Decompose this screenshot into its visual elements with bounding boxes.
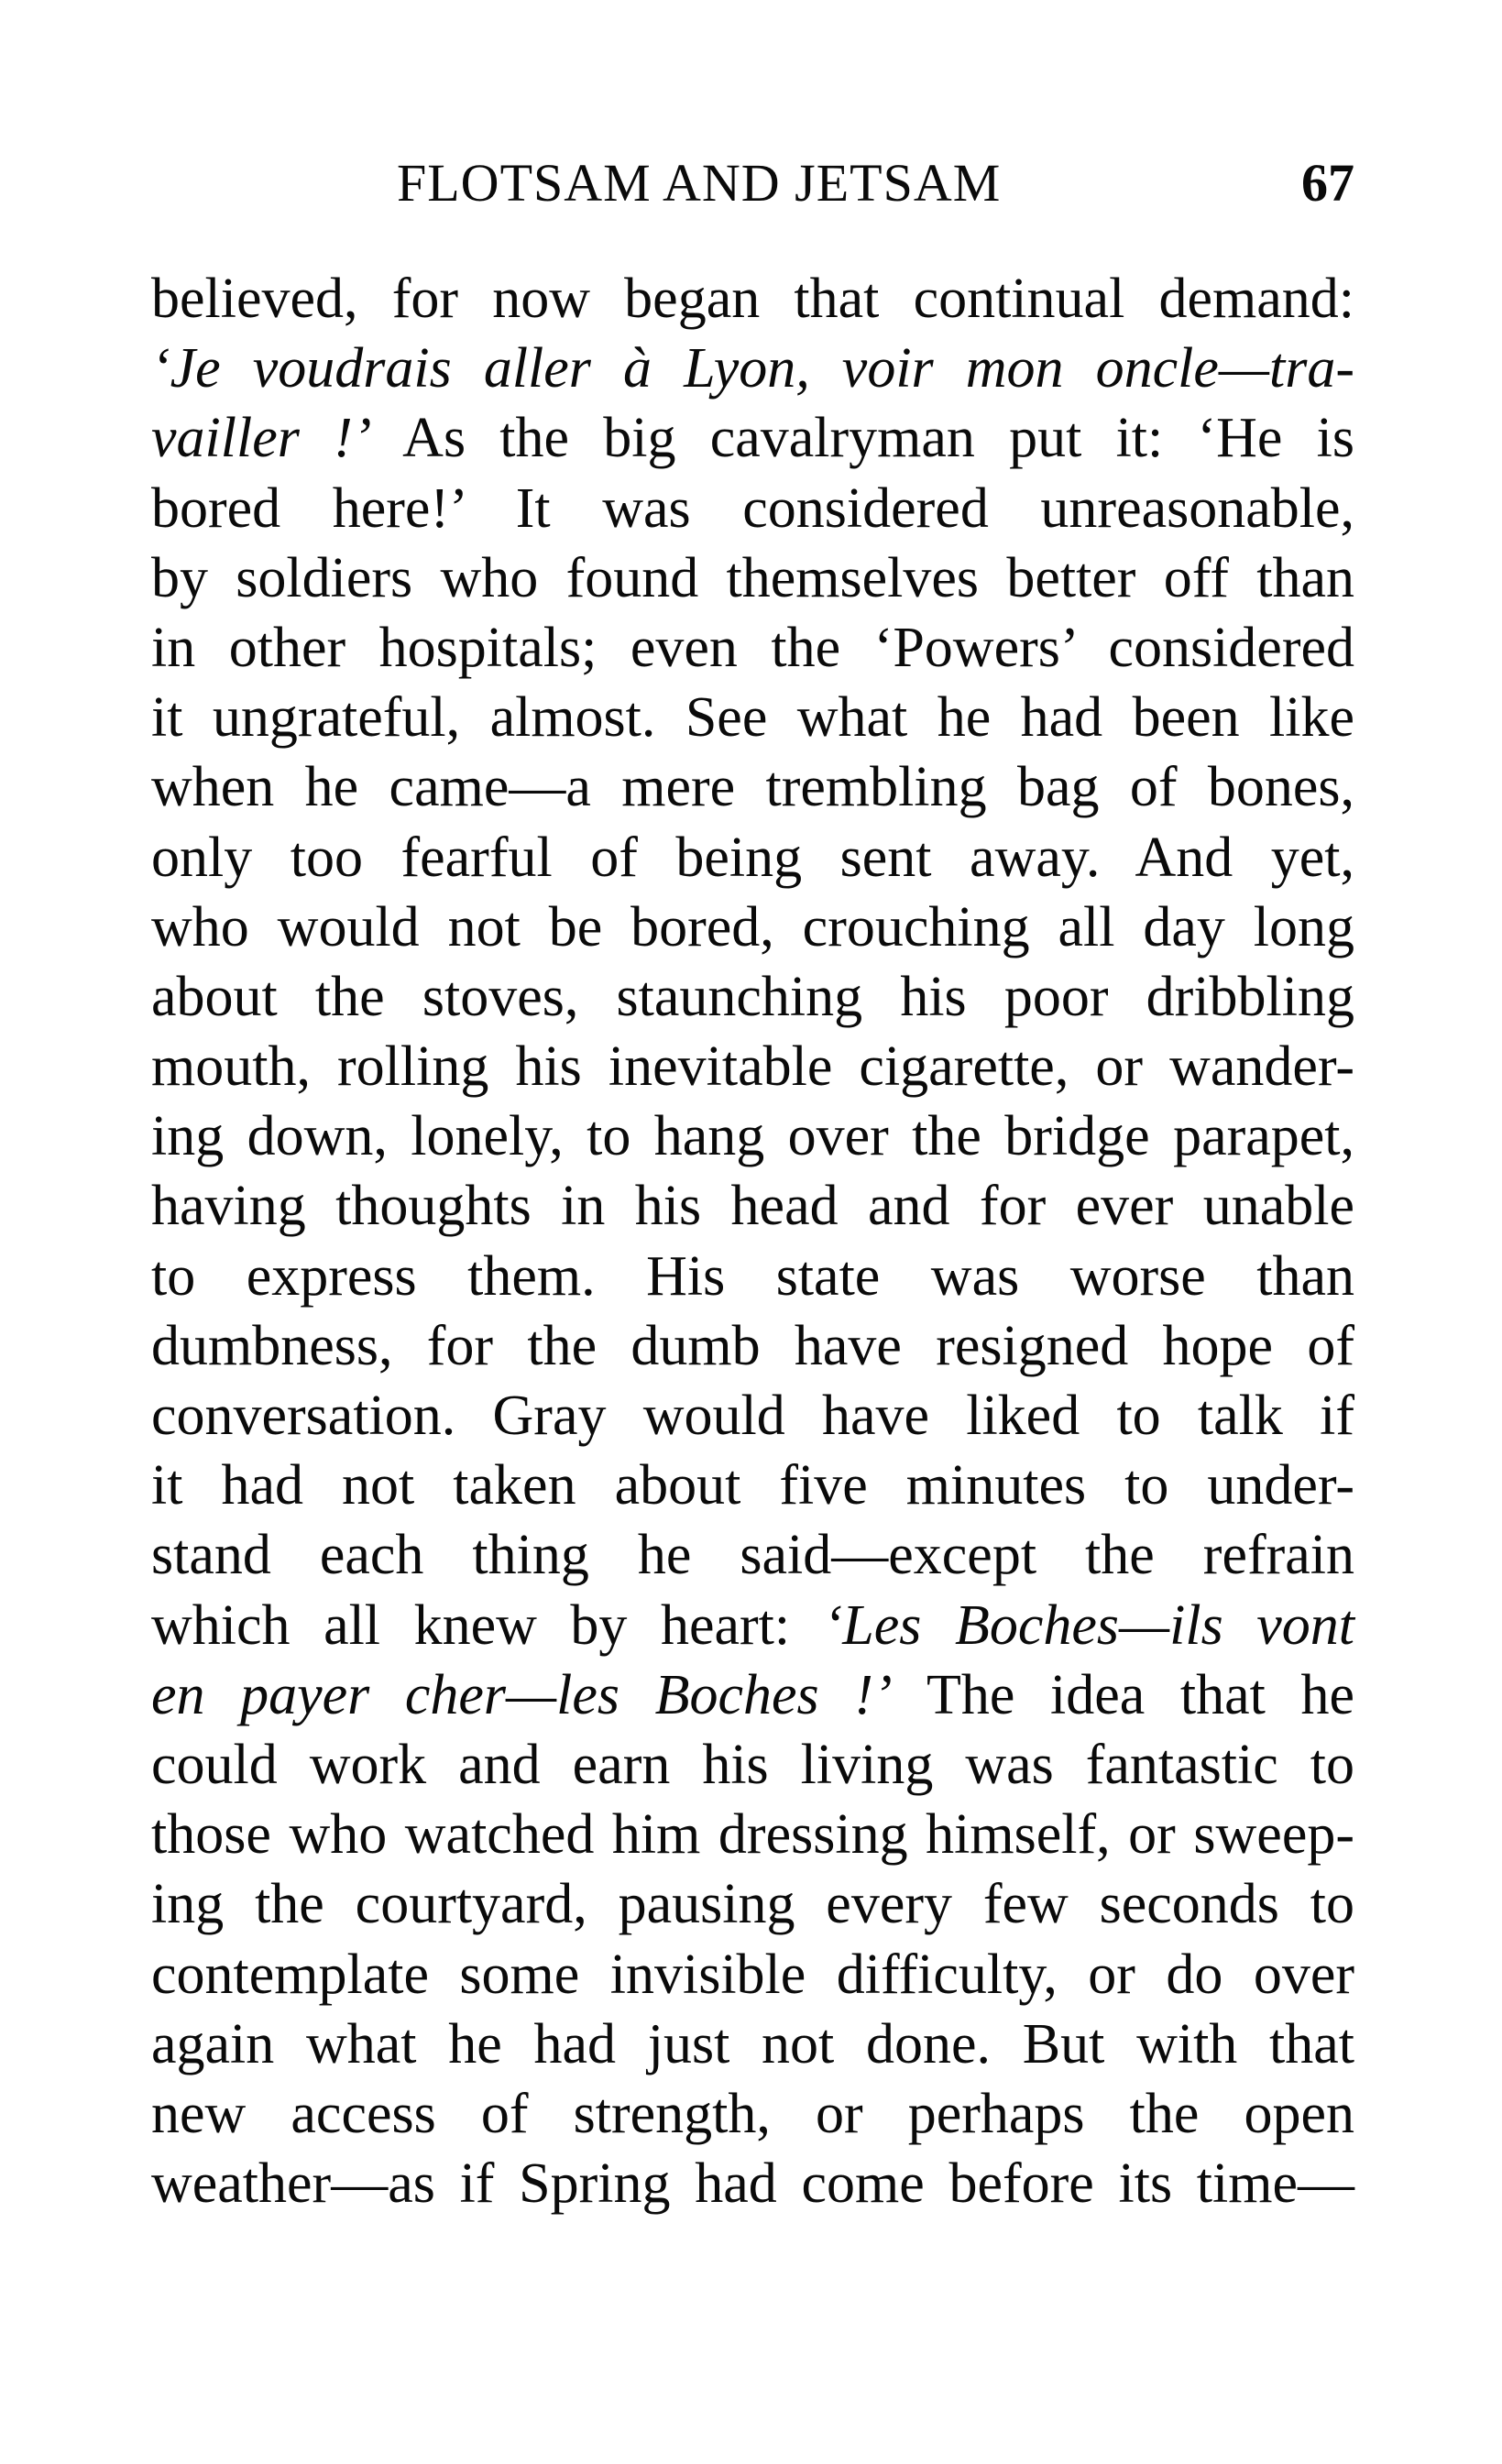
running-title: FLOTSAM AND JETSAM bbox=[397, 153, 1002, 213]
text-line bbox=[151, 1591, 1354, 1660]
italic-text: vailler !’ bbox=[151, 407, 372, 470]
text-segment: again what he had just not done. But with that bbox=[151, 2012, 1354, 2075]
text-line bbox=[151, 1381, 1354, 1451]
text-segment: bored here!’ It was considered unreasonable, bbox=[151, 476, 1354, 540]
text-line bbox=[151, 613, 1354, 683]
text-segment: The idea that he bbox=[892, 1663, 1354, 1726]
text-segment: to express them. His state was worse than bbox=[151, 1244, 1354, 1308]
text-line bbox=[151, 962, 1354, 1032]
text-segment: by soldiers who found themselves better off than bbox=[151, 546, 1354, 609]
text-segment: mouth, rolling his inevitable cigarette, or wander- bbox=[151, 1035, 1354, 1099]
text-line bbox=[151, 2079, 1354, 2149]
text-line bbox=[151, 683, 1354, 752]
text-line bbox=[151, 1032, 1354, 1101]
text-segment: when he came—a mere trembling bag of bones, bbox=[151, 756, 1354, 819]
text-segment: only too fearful of being sent away. And yet, bbox=[151, 826, 1354, 889]
italic-text: en payer cher—les Boches !’ bbox=[151, 1663, 893, 1726]
text-line bbox=[151, 1171, 1354, 1241]
page-header bbox=[151, 148, 1354, 218]
text-line bbox=[151, 1451, 1354, 1520]
text-segment: conversation. Gray would have liked to talk if bbox=[151, 1385, 1354, 1447]
text-segment: it ungrateful, almost. See what he had been like bbox=[151, 686, 1354, 750]
text-segment: in other hospitals; even the ‘Powers’ considered bbox=[151, 616, 1354, 679]
text-line bbox=[151, 1242, 1354, 1311]
text-line bbox=[151, 752, 1354, 822]
page-number: 67 bbox=[1301, 153, 1354, 213]
text-line bbox=[151, 2010, 1354, 2079]
text-line bbox=[151, 1730, 1354, 1800]
text-line bbox=[151, 1940, 1354, 2010]
text-line bbox=[151, 334, 1354, 403]
text-segment: about the stoves, staunching his poor dribbling bbox=[151, 965, 1354, 1028]
text-segment: contemplate some invisible difficulty, or do over bbox=[151, 1943, 1354, 2006]
text-segment: those who watched him dressing himself, or sweep- bbox=[151, 1803, 1354, 1867]
text-line bbox=[151, 543, 1354, 613]
text-line bbox=[151, 403, 1354, 473]
text-segment: it had not taken about five minutes to under- bbox=[151, 1454, 1354, 1517]
text-segment: new access of strength, or perhaps the open bbox=[151, 2082, 1354, 2145]
text-segment: ing the courtyard, pausing every few seconds to bbox=[151, 1873, 1354, 1936]
text-line bbox=[151, 823, 1354, 893]
text-line bbox=[151, 474, 1354, 543]
text-segment: stand each thing he said—except the refrain bbox=[151, 1524, 1354, 1587]
text-line bbox=[151, 1800, 1354, 1869]
italic-text: ‘Les Boches—ils vont bbox=[823, 1593, 1354, 1657]
text-line bbox=[151, 893, 1354, 962]
text-line bbox=[151, 2149, 1354, 2218]
text-line bbox=[151, 1869, 1354, 1939]
text-segment: could work and earn his living was fantastic to bbox=[151, 1733, 1354, 1796]
text-segment: who would not be bored, crouching all day long bbox=[151, 895, 1354, 958]
text-line bbox=[151, 1660, 1354, 1730]
text-line bbox=[151, 1101, 1354, 1171]
text-segment: weather—as if Spring had come before its time— bbox=[151, 2152, 1354, 2216]
text-line bbox=[151, 1311, 1354, 1381]
body-text bbox=[151, 264, 1354, 2218]
text-line bbox=[151, 264, 1354, 334]
text-segment: dumbness, for the dumb have resigned hope of bbox=[151, 1314, 1354, 1377]
italic-text: ‘Je voudrais aller à Lyon, voir mon oncle—tra- bbox=[151, 337, 1354, 400]
text-segment: ing down, lonely, to hang over the bridge parapet, bbox=[151, 1105, 1354, 1168]
text-segment: believed, for now began that continual demand: bbox=[151, 268, 1354, 330]
text-segment: having thoughts in his head and for ever unable bbox=[151, 1175, 1354, 1238]
text-line bbox=[151, 1520, 1354, 1590]
text-segment: which all knew by heart: bbox=[151, 1593, 824, 1657]
text-segment: As the big cavalryman put it: ‘He is bbox=[371, 407, 1354, 470]
